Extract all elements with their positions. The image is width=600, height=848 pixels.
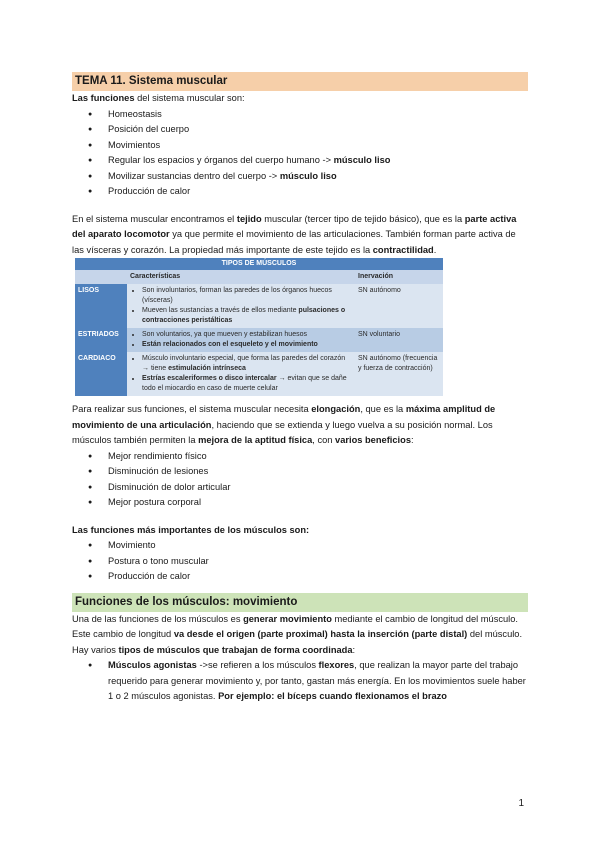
muscle-types-table <box>75 258 443 396</box>
column-header: Inervación <box>355 270 443 284</box>
list-item: ● Posición del cuerpo <box>72 122 528 138</box>
document-page <box>72 72 528 705</box>
column-header: Características <box>127 270 355 284</box>
list-item: ● Postura o tono muscular <box>72 554 528 570</box>
innervation-cell: SN autónomo (frecuencia y fuerza de contracción) <box>355 352 443 396</box>
list-item: • Están relacionados con el esqueleto y el movimiento <box>142 340 352 350</box>
list-item: • Músculo involuntario especial, que forma las paredes del corazón → tiene estimulación intrínseca <box>142 354 352 374</box>
list-item: ● Movimientos <box>72 138 528 154</box>
benefits-list <box>72 449 528 511</box>
list-item: ● Músculos agonistas ->se refieren a los músculos flexores, que realizan la mayor parte del trabajo requerido para generar movimiento y, por tanto, gastan más energía. En los movimientos suele haber 1 o 2 músculos agonistas. Por ejemplo: el bíceps cuando flexionamos el brazo <box>72 658 528 705</box>
muscle-roles-list <box>72 658 528 705</box>
table-caption: TIPOS DE MÚSCULOS <box>75 258 443 270</box>
table-row <box>75 284 443 328</box>
functions-list <box>72 107 528 200</box>
table-row <box>75 352 443 396</box>
paragraph-elongation: Para realizar sus funciones, el sistema muscular necesita elongación, que es la máxima amplitud de movimiento de una articulación, haciendo que se extienda y luego vuelva a su posición normal. Los músculos también permiten la mejora de la aptitud física, con varios beneficios: <box>72 404 496 445</box>
row-label: CARDIACO <box>75 352 127 396</box>
innervation-cell: SN voluntario <box>355 328 443 352</box>
list-item: • Estrías escaleriformes o disco intercalar → evitan que se dañe todo el miocardio en caso de muerte celular <box>142 374 352 394</box>
innervation-cell: SN autónomo <box>355 284 443 328</box>
paragraph-tissue: En el sistema muscular encontramos el tejido muscular (tercer tipo de tejido básico), que es la parte activa del aparato locomotor ya que permite el movimiento de las articulaciones. También forman parte activa de las vísceras y corazón. La propiedad más importante de este tejido es la contractilidad. <box>72 213 517 255</box>
list-item: ● Mejor postura corporal <box>72 495 528 511</box>
list-item: ● Movimiento <box>72 538 528 554</box>
section-title: Funciones de los músculos: movimiento <box>72 593 528 612</box>
row-label: LISOS <box>75 284 127 328</box>
list-item: ● Regular los espacios y órganos del cuerpo humano -> músculo liso <box>72 153 528 169</box>
list-item: ● Disminución de lesiones <box>72 464 528 480</box>
table-corner <box>75 270 127 284</box>
list-item: • Son involuntarios, forman las paredes de los órganos huecos (vísceras) <box>142 286 352 306</box>
list-item: ● Producción de calor <box>72 569 528 585</box>
list-item: ● Mejor rendimiento físico <box>72 449 528 465</box>
list-item: • Son voluntarios, ya que mueven y estabilizan huesos <box>142 330 352 340</box>
list-item: • Mueven las sustancias a través de ellos mediante pulsaciones o contracciones peristálticas <box>142 306 352 326</box>
page-number: 1 <box>518 798 524 809</box>
list-item: ● Disminución de dolor articular <box>72 480 528 496</box>
table-row <box>75 328 443 352</box>
list-item: ● Homeostasis <box>72 107 528 123</box>
paragraph-movement: Una de las funciones de los músculos es generar movimiento mediante el cambio de longitud del músculo. Este cambio de longitud va desde el origen (parte proximal) hasta la inserción (parte distal) del músculo. Hay varios tipos de músculos que trabajan de forma coordinada: <box>72 613 523 655</box>
list-item: ● Movilizar sustancias dentro del cuerpo -> músculo liso <box>72 169 528 185</box>
important-heading: Las funciones más importantes de los músculos son: <box>72 524 310 535</box>
important-list <box>72 538 528 585</box>
row-label: ESTRIADOS <box>75 328 127 352</box>
list-item: ● Producción de calor <box>72 184 528 200</box>
section-title: TEMA 11. Sistema muscular <box>72 72 528 91</box>
intro-text: Las funciones del sistema muscular son: <box>72 93 245 103</box>
